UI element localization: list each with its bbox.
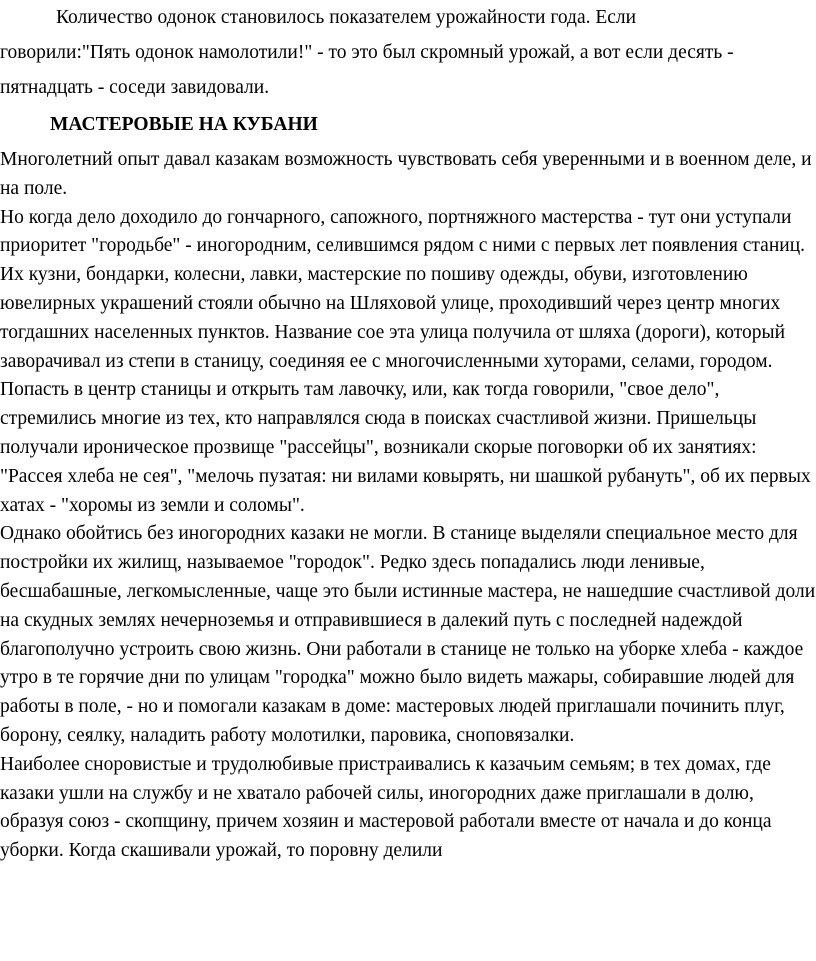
intro-first-line: Количество одонок становилось показателем урожайности года. Если <box>56 7 637 28</box>
intro-continuation: говорили:"Пять одонок намолотили!" - то это был скромный урожай, а вот если десять - пятнадцать - соседи завидовали. <box>0 42 734 98</box>
section-body <box>0 146 816 866</box>
paragraph-2: Но когда дело доходило до гончарного, сапожного, портняжного мастерства - тут они уступали приоритет "городьбе" - иногородним, селившимся рядом с ними с первых лет появления станиц. <box>0 206 806 257</box>
paragraph-3: Их кузни, бондарки, колесни, лавки, мастерские по пошиву одежды, обуви, изготовлению ювелирных украшений стояли обычно на Шляховой улице, проходивший через центр многих тогдашних населенных пунктов. Название сое эта улица получила от шляха (дороги), который заворачивал из степи в станицу, соединяя ее с многочисленными хуторами, селами, городом. <box>0 264 786 372</box>
paragraph-5: Однако обойтись без иногородних казаки не могли. В станице выделяли специальное место для постройки их жилищ, называемое "городок". Редко здесь попадались люди ленивые, бесшабашные, легкомысленные, чаще это были истинные мастера, не нашедшие счастливой доли на скудных землях нечерноземья и отправившиеся в далекий путь с последней надеждой благополучно устроить свою жизнь. Они работали в станице не только на уборке хлеба - каждое утро в те горячие дни по улицам "городка" можно было видеть мажары, собиравшие людей для работы в поле, - но и помогали казакам в доме: мастеровых людей приглашали починить плуг, борону, сеялку, наладить работу молотилки, паровика, сноповязалки. <box>0 523 816 746</box>
paragraph-6: Наиболее сноровистые и трудолюбивые пристраивались к казачьим семьям; в тех домах, где казаки ушли на службу и не хватало рабочей силы, иногородних даже приглашали в долю, образуя союз - скопщину, причем хозяин и мастеровой работали вместе от начала и до конца уборки. Когда скашивали урожай, то поровну делили <box>0 753 772 862</box>
paragraph-1: Многолетний опыт давал казакам возможность чувствовать себя уверенными и в военном деле, и на поле. <box>0 149 812 199</box>
paragraph-4: Попасть в центр станицы и открыть там лавочку, или, как тогда говорили, "свое дело", стремились многие из тех, кто направлялся сюда в поисках счастливой жизни. Пришельцы получали ироническое прозвище "рассейцы", возникали скорые поговорки об их занятиях: "Рассея хлеба не сея", "мелочь пузатая: ни вилами ковырять, ни шашкой рубануть", об их первых хатах - "хоромы из земли и соломы". <box>0 379 811 516</box>
section-heading: МАСТЕРОВЫЕ НА КУБАНИ <box>50 114 318 135</box>
intro-paragraph <box>0 0 816 105</box>
